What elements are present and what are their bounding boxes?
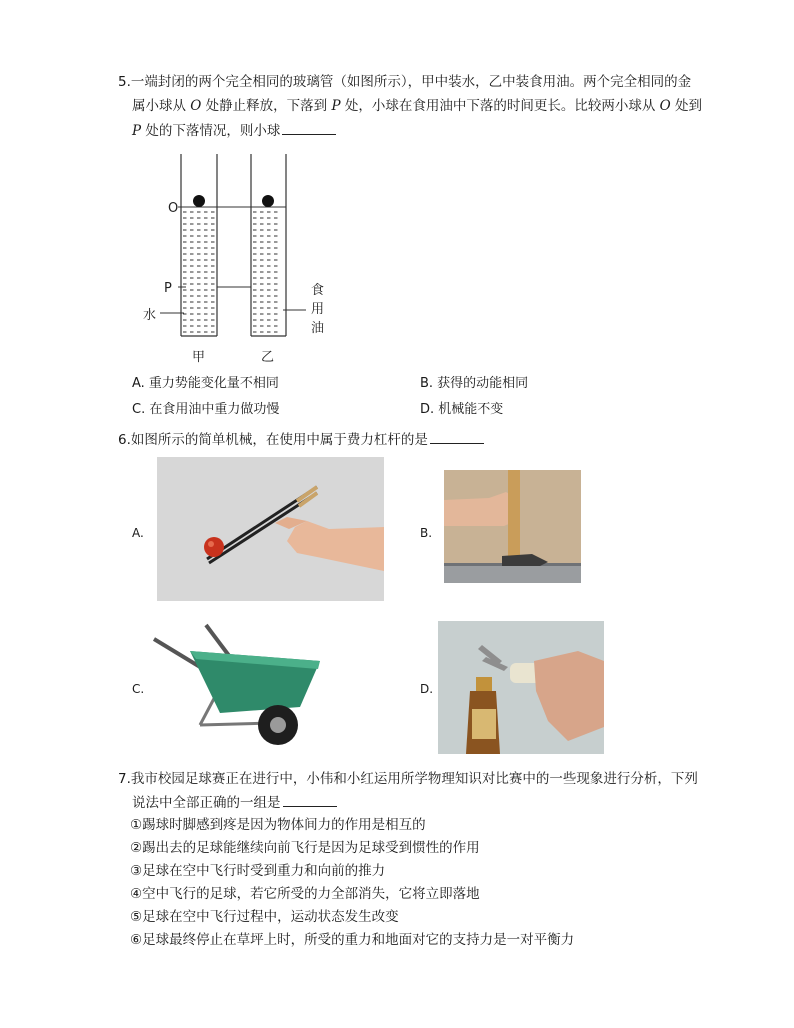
q7-answer-blank[interactable]: [283, 792, 337, 807]
label-water: 水: [143, 308, 157, 323]
q7-text-2: 说法中全部正确的一组是: [132, 795, 281, 811]
bottle-opener-photo[interactable]: [438, 621, 604, 754]
q6-label-d[interactable]: D.: [420, 682, 434, 696]
label-o: O: [168, 201, 179, 216]
q7-line-2: [132, 792, 337, 813]
hammer-photo[interactable]: [444, 470, 581, 583]
q7-line-1: [118, 769, 698, 789]
q7-statement-5: ⑤足球在空中飞行过程中，运动状态发生改变: [130, 909, 399, 925]
q5-line-1: [118, 72, 691, 92]
label-oil-2: 用: [311, 302, 325, 317]
tube-jia: [181, 154, 217, 336]
q5-var-p-2: P: [132, 123, 142, 139]
q7-statement-3: ③足球在空中飞行时受到重力和向前的推力: [130, 863, 386, 879]
q5-text-2d: 处到: [670, 98, 703, 114]
label-yi: 乙: [261, 350, 275, 365]
label-p: P: [164, 281, 172, 296]
q7-statement-4: ④空中飞行的足球，若它所受的力全部消失，它将立即落地: [130, 886, 480, 902]
q7-statement-6: ⑥足球最终停止在草坪上时，所受的重力和地面对它的支持力是一对平衡力: [130, 932, 575, 948]
chopsticks-photo[interactable]: [157, 457, 384, 601]
q6-text: 如图所示的简单机械，在使用中属于费力杠杆的是: [130, 432, 428, 448]
q5-tubes-figure: [140, 150, 360, 365]
label-oil-1: 食: [311, 283, 325, 298]
q5-option-b[interactable]: B. 获得的动能相同: [420, 376, 529, 391]
q6-label-c[interactable]: C.: [132, 682, 145, 696]
q7-statement-2: ②踢出去的足球能继续向前飞行是因为足球受到惯性的作用: [130, 840, 480, 856]
q5-number: 5.: [118, 74, 131, 90]
q5-answer-blank[interactable]: [282, 120, 336, 135]
q5-text-2b: 处静止释放，下落到: [201, 98, 332, 114]
label-jia: 甲: [192, 350, 206, 365]
ball-jia: [193, 195, 205, 207]
q5-line-3: [132, 120, 336, 141]
tube-yi: [251, 154, 286, 336]
ball-yi: [262, 195, 274, 207]
q5-var-p: P: [331, 98, 341, 114]
liquid-fill: [183, 212, 278, 332]
q5-line-2: [132, 96, 702, 116]
q6-number: 6.: [118, 432, 131, 448]
q7-statement-1: ①踢球时脚感到疼是因为物体间力的作用是相互的: [130, 817, 426, 833]
q7-number: 7.: [118, 771, 131, 787]
label-oil-3: 油: [311, 321, 325, 336]
q5-text-2a: 属小球从: [132, 98, 191, 114]
q5-text-2c: 处，小球在食用油中下落的时间更长。比较两小球从: [340, 98, 660, 114]
q6-label-b[interactable]: B.: [420, 526, 433, 540]
q7-text-1: 我市校园足球赛正在进行中，小伟和小红运用所学物理知识对比赛中的一些现象进行分析，下列: [130, 771, 698, 787]
q5-option-d[interactable]: D. 机械能不变: [420, 402, 504, 417]
q5-text-1: 一端封闭的两个完全相同的玻璃管（如图所示），甲中装水，乙中装食用油。两个完全相同的金: [130, 74, 692, 90]
q5-text-3b: 处的下落情况，则小球: [141, 123, 281, 139]
wheelbarrow-photo[interactable]: [150, 621, 330, 752]
q5-option-c[interactable]: C. 在食用油中重力做功慢: [132, 402, 280, 417]
q5-var-o-2: O: [659, 98, 671, 114]
q5-option-a[interactable]: A. 重力势能变化量不相同: [132, 376, 279, 391]
q5-var-o: O: [190, 98, 202, 114]
q6-line-1: [118, 429, 484, 450]
q6-label-a[interactable]: A.: [132, 526, 144, 540]
q6-answer-blank[interactable]: [430, 429, 484, 444]
